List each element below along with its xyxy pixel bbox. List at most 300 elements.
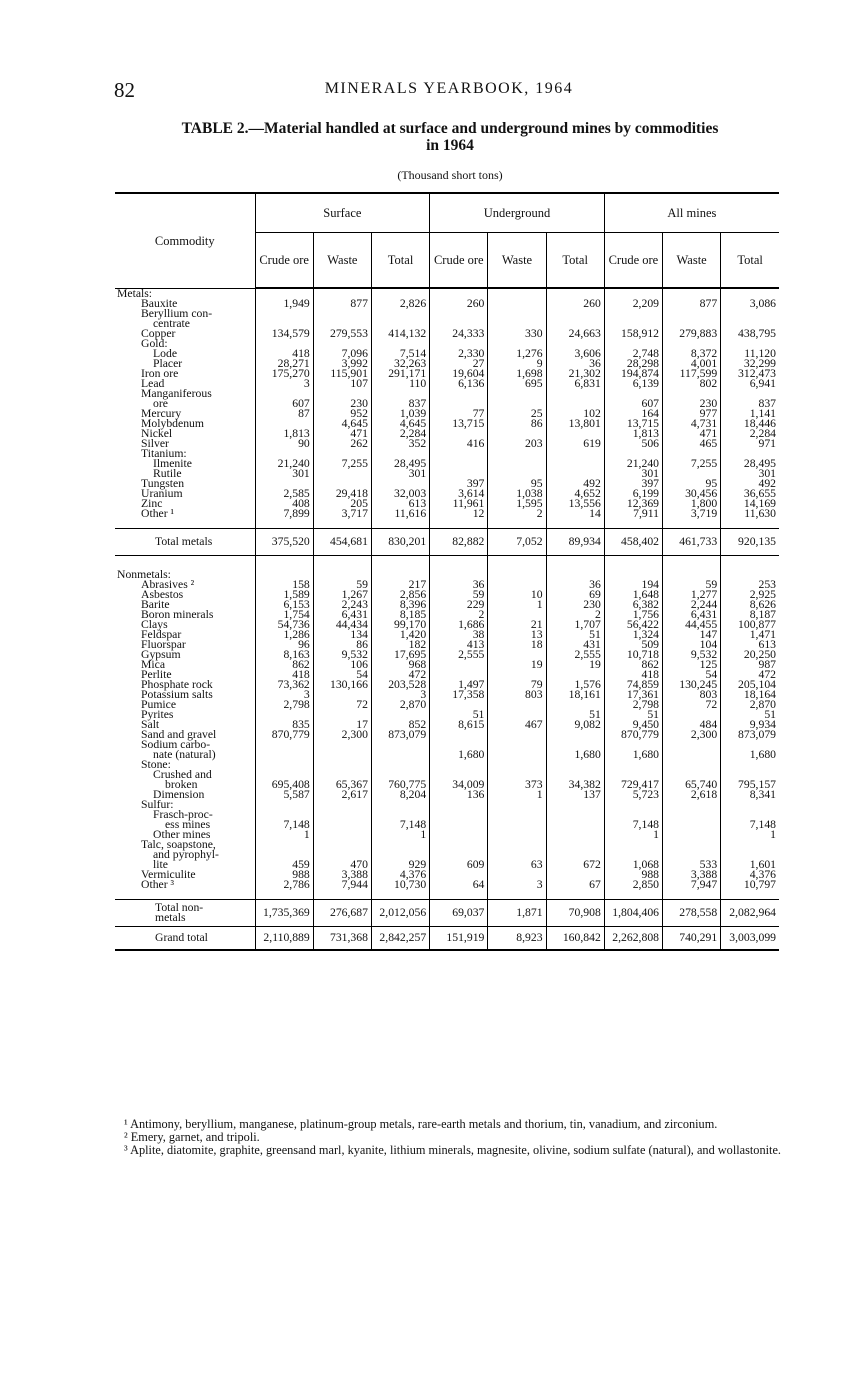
table-cell: 28,298	[604, 359, 662, 369]
table-cell: 276,687	[313, 900, 371, 927]
table-cell: 988	[604, 870, 662, 880]
table-cell	[721, 840, 779, 850]
table-row	[115, 780, 779, 790]
table-cell: 18	[488, 640, 546, 650]
table-cell: 1,680	[546, 750, 604, 760]
table-cell: 89,934	[546, 529, 604, 556]
row-label: Pyrites	[141, 708, 174, 721]
table-cell: 2,870	[721, 700, 779, 710]
table-cell: 330	[488, 329, 546, 339]
table-cell: 151,919	[430, 927, 488, 951]
table-cell: 17,361	[604, 690, 662, 700]
table-row	[115, 590, 779, 600]
table-cell: 301	[371, 469, 429, 479]
table-cell: 4,645	[313, 419, 371, 429]
row-label: Grand total	[115, 927, 255, 951]
table-cell: 65,740	[663, 780, 721, 790]
table-cell: 471	[663, 429, 721, 439]
table-cell: 506	[604, 439, 662, 449]
table-cell: 36	[546, 359, 604, 369]
table-cell: 104	[663, 640, 721, 650]
table-cell	[430, 660, 488, 670]
table-cell: 3,992	[313, 359, 371, 369]
row-label: Talc, soapstone,	[141, 838, 216, 851]
table-cell: 803	[663, 690, 721, 700]
row-label: Phosphate rock	[141, 678, 213, 691]
table-cell: 6,941	[721, 379, 779, 389]
table-cell: 6,831	[546, 379, 604, 389]
table-cell: 1	[604, 830, 662, 840]
table-cell: 9,450	[604, 720, 662, 730]
table-cell: 2,082,964	[721, 900, 779, 927]
table-cell: 130,245	[663, 680, 721, 690]
table-row	[115, 650, 779, 660]
table-cell: 13,715	[604, 419, 662, 429]
table-cell: 533	[663, 860, 721, 870]
table-cell: 11,961	[430, 499, 488, 509]
table-cell: 3,719	[663, 509, 721, 519]
table-cell: 2,243	[313, 600, 371, 610]
row-label: Other mines	[153, 828, 211, 841]
table-cell	[663, 760, 721, 770]
row-label: Gypsum	[141, 648, 181, 661]
table-cell	[313, 830, 371, 840]
row-label: Other ¹	[141, 507, 175, 520]
table-cell	[546, 730, 604, 740]
table-cell: 158	[255, 580, 313, 590]
table-cell	[371, 840, 429, 850]
table-cell: 160,842	[546, 927, 604, 951]
table-cell: 1,601	[721, 860, 779, 870]
table-cell: 2,284	[371, 429, 429, 439]
table-cell	[313, 820, 371, 830]
table-cell: 14	[546, 509, 604, 519]
table-row	[115, 409, 779, 419]
table-cell: 873,079	[721, 730, 779, 740]
table-cell: 115,901	[313, 369, 371, 379]
col-header-surface-waste: Waste	[313, 233, 371, 289]
table-row	[115, 770, 779, 780]
col-header-all-total: Total	[721, 233, 779, 289]
table-cell: 1,589	[255, 590, 313, 600]
table-cell: 87	[255, 409, 313, 419]
table-cell: 13	[488, 630, 546, 640]
row-label: Mica	[141, 658, 166, 671]
table-cell: 2,826	[371, 299, 429, 309]
table-cell: 1	[255, 830, 313, 840]
table-cell: 117,599	[663, 369, 721, 379]
table-cell: 260	[546, 299, 604, 309]
table-cell: 32,299	[721, 359, 779, 369]
table-cell: 9	[488, 359, 546, 369]
spacer-row	[115, 519, 779, 529]
table-cell: 59	[663, 580, 721, 590]
table-row	[115, 309, 779, 319]
table-cell: 17	[313, 720, 371, 730]
table-cell: 69,037	[430, 900, 488, 927]
row-label: Zinc	[141, 497, 163, 510]
row-label: Pumice	[141, 698, 177, 711]
table-row	[115, 419, 779, 429]
table-cell: 8,341	[721, 790, 779, 800]
table-cell: 72	[313, 700, 371, 710]
table-cell: 8,204	[371, 790, 429, 800]
table-cell: 484	[663, 720, 721, 730]
table-cell	[430, 840, 488, 850]
table-cell: 1,754	[255, 610, 313, 620]
table-cell: 1,471	[721, 630, 779, 640]
row-label: Boron minerals	[141, 608, 214, 621]
row-label: Metals:	[117, 287, 153, 300]
table-cell: 230	[313, 399, 371, 409]
table-cell: 2,842,257	[371, 927, 429, 951]
table-cell: 19	[488, 660, 546, 670]
table-cell: 1,576	[546, 680, 604, 690]
row-label: and pyrophyl-	[153, 848, 219, 861]
table-row	[115, 299, 779, 309]
table-cell: 7,148	[255, 820, 313, 830]
table-cell: 977	[663, 409, 721, 419]
footnotes	[114, 1118, 786, 1157]
table-row	[115, 870, 779, 880]
table-cell: 67	[546, 880, 604, 890]
table-cell: 312,473	[721, 369, 779, 379]
table-cell: 3	[488, 880, 546, 890]
table-row	[115, 610, 779, 620]
table-cell: 7,148	[721, 820, 779, 830]
table-cell: 175,270	[255, 369, 313, 379]
table-cell	[430, 820, 488, 830]
table-cell	[488, 570, 546, 580]
row-label: Titanium:	[141, 447, 187, 460]
row-label-line2: metals	[155, 911, 186, 924]
table-cell	[255, 760, 313, 770]
table-cell: 7,911	[604, 509, 662, 519]
table-cell: 2,585	[255, 489, 313, 499]
table-cell: 1,680	[430, 750, 488, 760]
table-cell: 461,733	[663, 529, 721, 556]
table-cell: 8,396	[371, 600, 429, 610]
row-label: Other ³	[141, 878, 175, 891]
table-cell: 51	[721, 710, 779, 720]
table-cell: 7,255	[663, 459, 721, 469]
table-cell: 471	[313, 429, 371, 439]
table-row	[115, 339, 779, 349]
table-cell	[488, 299, 546, 309]
footnote-3: ³ Aplite, diatomite, graphite, greensand marl, kyanite, lithium minerals, magnesite, olivine, sodium sulfate (natural), and wollastonite.	[124, 1143, 781, 1157]
table-cell: 17,695	[371, 650, 429, 660]
table-cell: 7,947	[663, 880, 721, 890]
table-cell: 110	[371, 379, 429, 389]
table-title-line2: in 1964	[426, 137, 474, 154]
table-cell: 74,859	[604, 680, 662, 690]
table-cell: 3	[255, 690, 313, 700]
table-cell: 291,171	[371, 369, 429, 379]
table-cell: 21,240	[604, 459, 662, 469]
table-cell: 7,255	[313, 459, 371, 469]
table-cell: 72	[663, 700, 721, 710]
table-cell: 21,302	[546, 369, 604, 379]
table-cell: 8,923	[488, 927, 546, 951]
table-cell: 1	[488, 790, 546, 800]
commodity-table-container	[115, 192, 779, 1102]
table-row	[115, 730, 779, 740]
table-cell: 59	[313, 580, 371, 590]
table-cell: 36	[430, 580, 488, 590]
table-cell	[546, 840, 604, 850]
table-cell	[546, 449, 604, 459]
table-cell: 14,169	[721, 499, 779, 509]
table-cell: 1	[488, 600, 546, 610]
table-cell: 51	[430, 710, 488, 720]
table-cell	[488, 449, 546, 459]
table-cell: 802	[663, 379, 721, 389]
table-cell: 1,698	[488, 369, 546, 379]
table-cell: 760,775	[371, 780, 429, 790]
table-cell: 2,617	[313, 790, 371, 800]
table-cell	[663, 820, 721, 830]
table-cell: 137	[546, 790, 604, 800]
table-row	[115, 349, 779, 359]
table-cell: 4,645	[371, 419, 429, 429]
table-cell: 414,132	[371, 329, 429, 339]
table-cell: 95	[663, 479, 721, 489]
table-cell: 467	[488, 720, 546, 730]
row-label	[115, 900, 255, 927]
table-cell: 418	[604, 670, 662, 680]
table-cell: 69	[546, 590, 604, 600]
row-label: Rutile	[153, 467, 182, 480]
table-cell: 10,730	[371, 880, 429, 890]
table-cell: 1,813	[255, 429, 313, 439]
table-cell: 194	[604, 580, 662, 590]
table-row	[115, 640, 779, 650]
table-cell: 279,553	[313, 329, 371, 339]
table-cell: 695,408	[255, 780, 313, 790]
table-cell: 51	[546, 710, 604, 720]
table-cell	[721, 760, 779, 770]
table-cell: 397	[604, 479, 662, 489]
table-cell: 1,286	[255, 630, 313, 640]
table-cell: 8,615	[430, 720, 488, 730]
row-label: Beryllium con-	[141, 307, 213, 320]
table-cell: 7,899	[255, 509, 313, 519]
row-label: Nickel	[141, 427, 173, 440]
page-number: 82	[114, 78, 135, 102]
table-cell: 79	[488, 680, 546, 690]
table-cell: 230	[546, 600, 604, 610]
table-cell: 6,153	[255, 600, 313, 610]
row-label: Uranium	[141, 487, 183, 500]
table-cell	[430, 810, 488, 820]
table-cell: 8,187	[721, 610, 779, 620]
table-cell	[430, 730, 488, 740]
table-cell: 5,723	[604, 790, 662, 800]
table-cell	[604, 760, 662, 770]
table-cell	[488, 389, 546, 399]
col-header-surface-total: Total	[371, 233, 429, 289]
table-cell	[488, 800, 546, 810]
row-label: Fluorspar	[141, 638, 186, 651]
table-cell	[255, 840, 313, 850]
table-row	[115, 660, 779, 670]
row-label: Stone:	[141, 758, 171, 771]
row-label: Barite	[141, 598, 170, 611]
table-row	[115, 509, 779, 519]
table-cell: 2,870	[371, 700, 429, 710]
table-cell	[546, 459, 604, 469]
table-cell: 7,148	[371, 820, 429, 830]
table-cell: 837	[371, 399, 429, 409]
table-cell: 203,528	[371, 680, 429, 690]
table-cell: 1,756	[604, 610, 662, 620]
table-cell: 4,731	[663, 419, 721, 429]
table-cell: 107	[313, 379, 371, 389]
table-cell: 6,139	[604, 379, 662, 389]
table-cell: 1,068	[604, 860, 662, 870]
table-cell: 877	[313, 299, 371, 309]
row-label: Sand and gravel	[141, 728, 217, 741]
table-cell	[430, 309, 488, 319]
table-cell: 968	[371, 660, 429, 670]
table-cell: 260	[430, 299, 488, 309]
table-cell	[546, 810, 604, 820]
table-row	[115, 429, 779, 439]
row-label: Lode	[153, 347, 178, 360]
table-cell: 1,949	[255, 299, 313, 309]
table-cell: 418	[255, 349, 313, 359]
table-cell	[721, 800, 779, 810]
table-cell: 17,358	[430, 690, 488, 700]
row-label: Lead	[141, 377, 165, 390]
table-cell	[663, 830, 721, 840]
table-row	[115, 750, 779, 760]
table-cell: 3,614	[430, 489, 488, 499]
row-label: Clays	[141, 618, 168, 631]
table-cell: 77	[430, 409, 488, 419]
table-cell: 90	[255, 439, 313, 449]
table-cell: 458,402	[604, 529, 662, 556]
table-cell: 28,271	[255, 359, 313, 369]
table-cell: 30,456	[663, 489, 721, 499]
table-row	[115, 820, 779, 830]
table-cell: 3,717	[313, 509, 371, 519]
table-cell: 3	[255, 379, 313, 389]
table-cell: 262	[313, 439, 371, 449]
table-cell: 8,372	[663, 349, 721, 359]
table-cell: 253	[721, 580, 779, 590]
table-row	[115, 459, 779, 469]
row-label: Feldspar	[141, 628, 182, 641]
row-label: ess mines	[165, 818, 211, 831]
table-row	[115, 760, 779, 770]
row-label: Copper	[141, 327, 176, 340]
table-cell: 1,800	[663, 499, 721, 509]
table-cell: 8,626	[721, 600, 779, 610]
table-cell: 3,606	[546, 349, 604, 359]
table-cell: 36	[546, 580, 604, 590]
table-row	[115, 570, 779, 580]
table-cell: 1,804,406	[604, 900, 662, 927]
table-cell: 134,579	[255, 329, 313, 339]
table-cell	[313, 760, 371, 770]
table-cell: 375,520	[255, 529, 313, 556]
table-cell: 205,104	[721, 680, 779, 690]
table-cell	[546, 800, 604, 810]
table-cell	[546, 760, 604, 770]
table-cell: 9,934	[721, 720, 779, 730]
table-cell: 54	[313, 670, 371, 680]
table-row	[115, 850, 779, 860]
table-cell	[488, 700, 546, 710]
row-label: Mercury	[141, 407, 182, 420]
table-cell: 13,715	[430, 419, 488, 429]
table-cell: 873,079	[371, 730, 429, 740]
table-cell: 1,324	[604, 630, 662, 640]
table-cell: 2,284	[721, 429, 779, 439]
table-cell: 454,681	[313, 529, 371, 556]
table-cell: 86	[488, 419, 546, 429]
table-cell: 96	[255, 640, 313, 650]
table-cell: 18,446	[721, 419, 779, 429]
table-cell: 278,558	[663, 900, 721, 927]
table-row	[115, 529, 779, 556]
table-cell: 877	[663, 299, 721, 309]
table-cell: 795,157	[721, 780, 779, 790]
table-cell: 102	[546, 409, 604, 419]
table-cell: 3,388	[663, 870, 721, 880]
table-cell	[488, 840, 546, 850]
table-row	[115, 479, 779, 489]
table-cell: 465	[663, 439, 721, 449]
table-cell: 18,161	[546, 690, 604, 700]
table-cell	[488, 730, 546, 740]
table-cell: 44,455	[663, 620, 721, 630]
table-cell: 6,199	[604, 489, 662, 499]
table-cell: 509	[604, 640, 662, 650]
table-row	[115, 900, 779, 927]
table-cell: 65,367	[313, 780, 371, 790]
table-cell	[546, 389, 604, 399]
table-cell: 920,135	[721, 529, 779, 556]
row-label: lite	[153, 858, 168, 871]
table-cell: 1,648	[604, 590, 662, 600]
table-cell: 36,655	[721, 489, 779, 499]
table-cell: 194,874	[604, 369, 662, 379]
table-cell: 830,201	[371, 529, 429, 556]
table-cell: 2,110,889	[255, 927, 313, 951]
row-label: centrate	[153, 317, 190, 330]
table-cell: 28,495	[721, 459, 779, 469]
table-cell: 25	[488, 409, 546, 419]
table-row	[115, 927, 779, 951]
table-cell: 373	[488, 780, 546, 790]
table-cell	[371, 309, 429, 319]
table-cell: 472	[371, 670, 429, 680]
table-cell: 279,883	[663, 329, 721, 339]
table-cell: 2,850	[604, 880, 662, 890]
table-cell: 492	[546, 479, 604, 489]
table-cell: 1,267	[313, 590, 371, 600]
table-cell: 9,082	[546, 720, 604, 730]
table-cell	[371, 750, 429, 760]
table-cell: 73,362	[255, 680, 313, 690]
row-label: Crushed and	[153, 768, 212, 781]
page-header	[114, 78, 784, 102]
table-cell: 11,120	[721, 349, 779, 359]
row-label: nate (natural)	[153, 748, 216, 761]
table-cell: 1,277	[663, 590, 721, 600]
